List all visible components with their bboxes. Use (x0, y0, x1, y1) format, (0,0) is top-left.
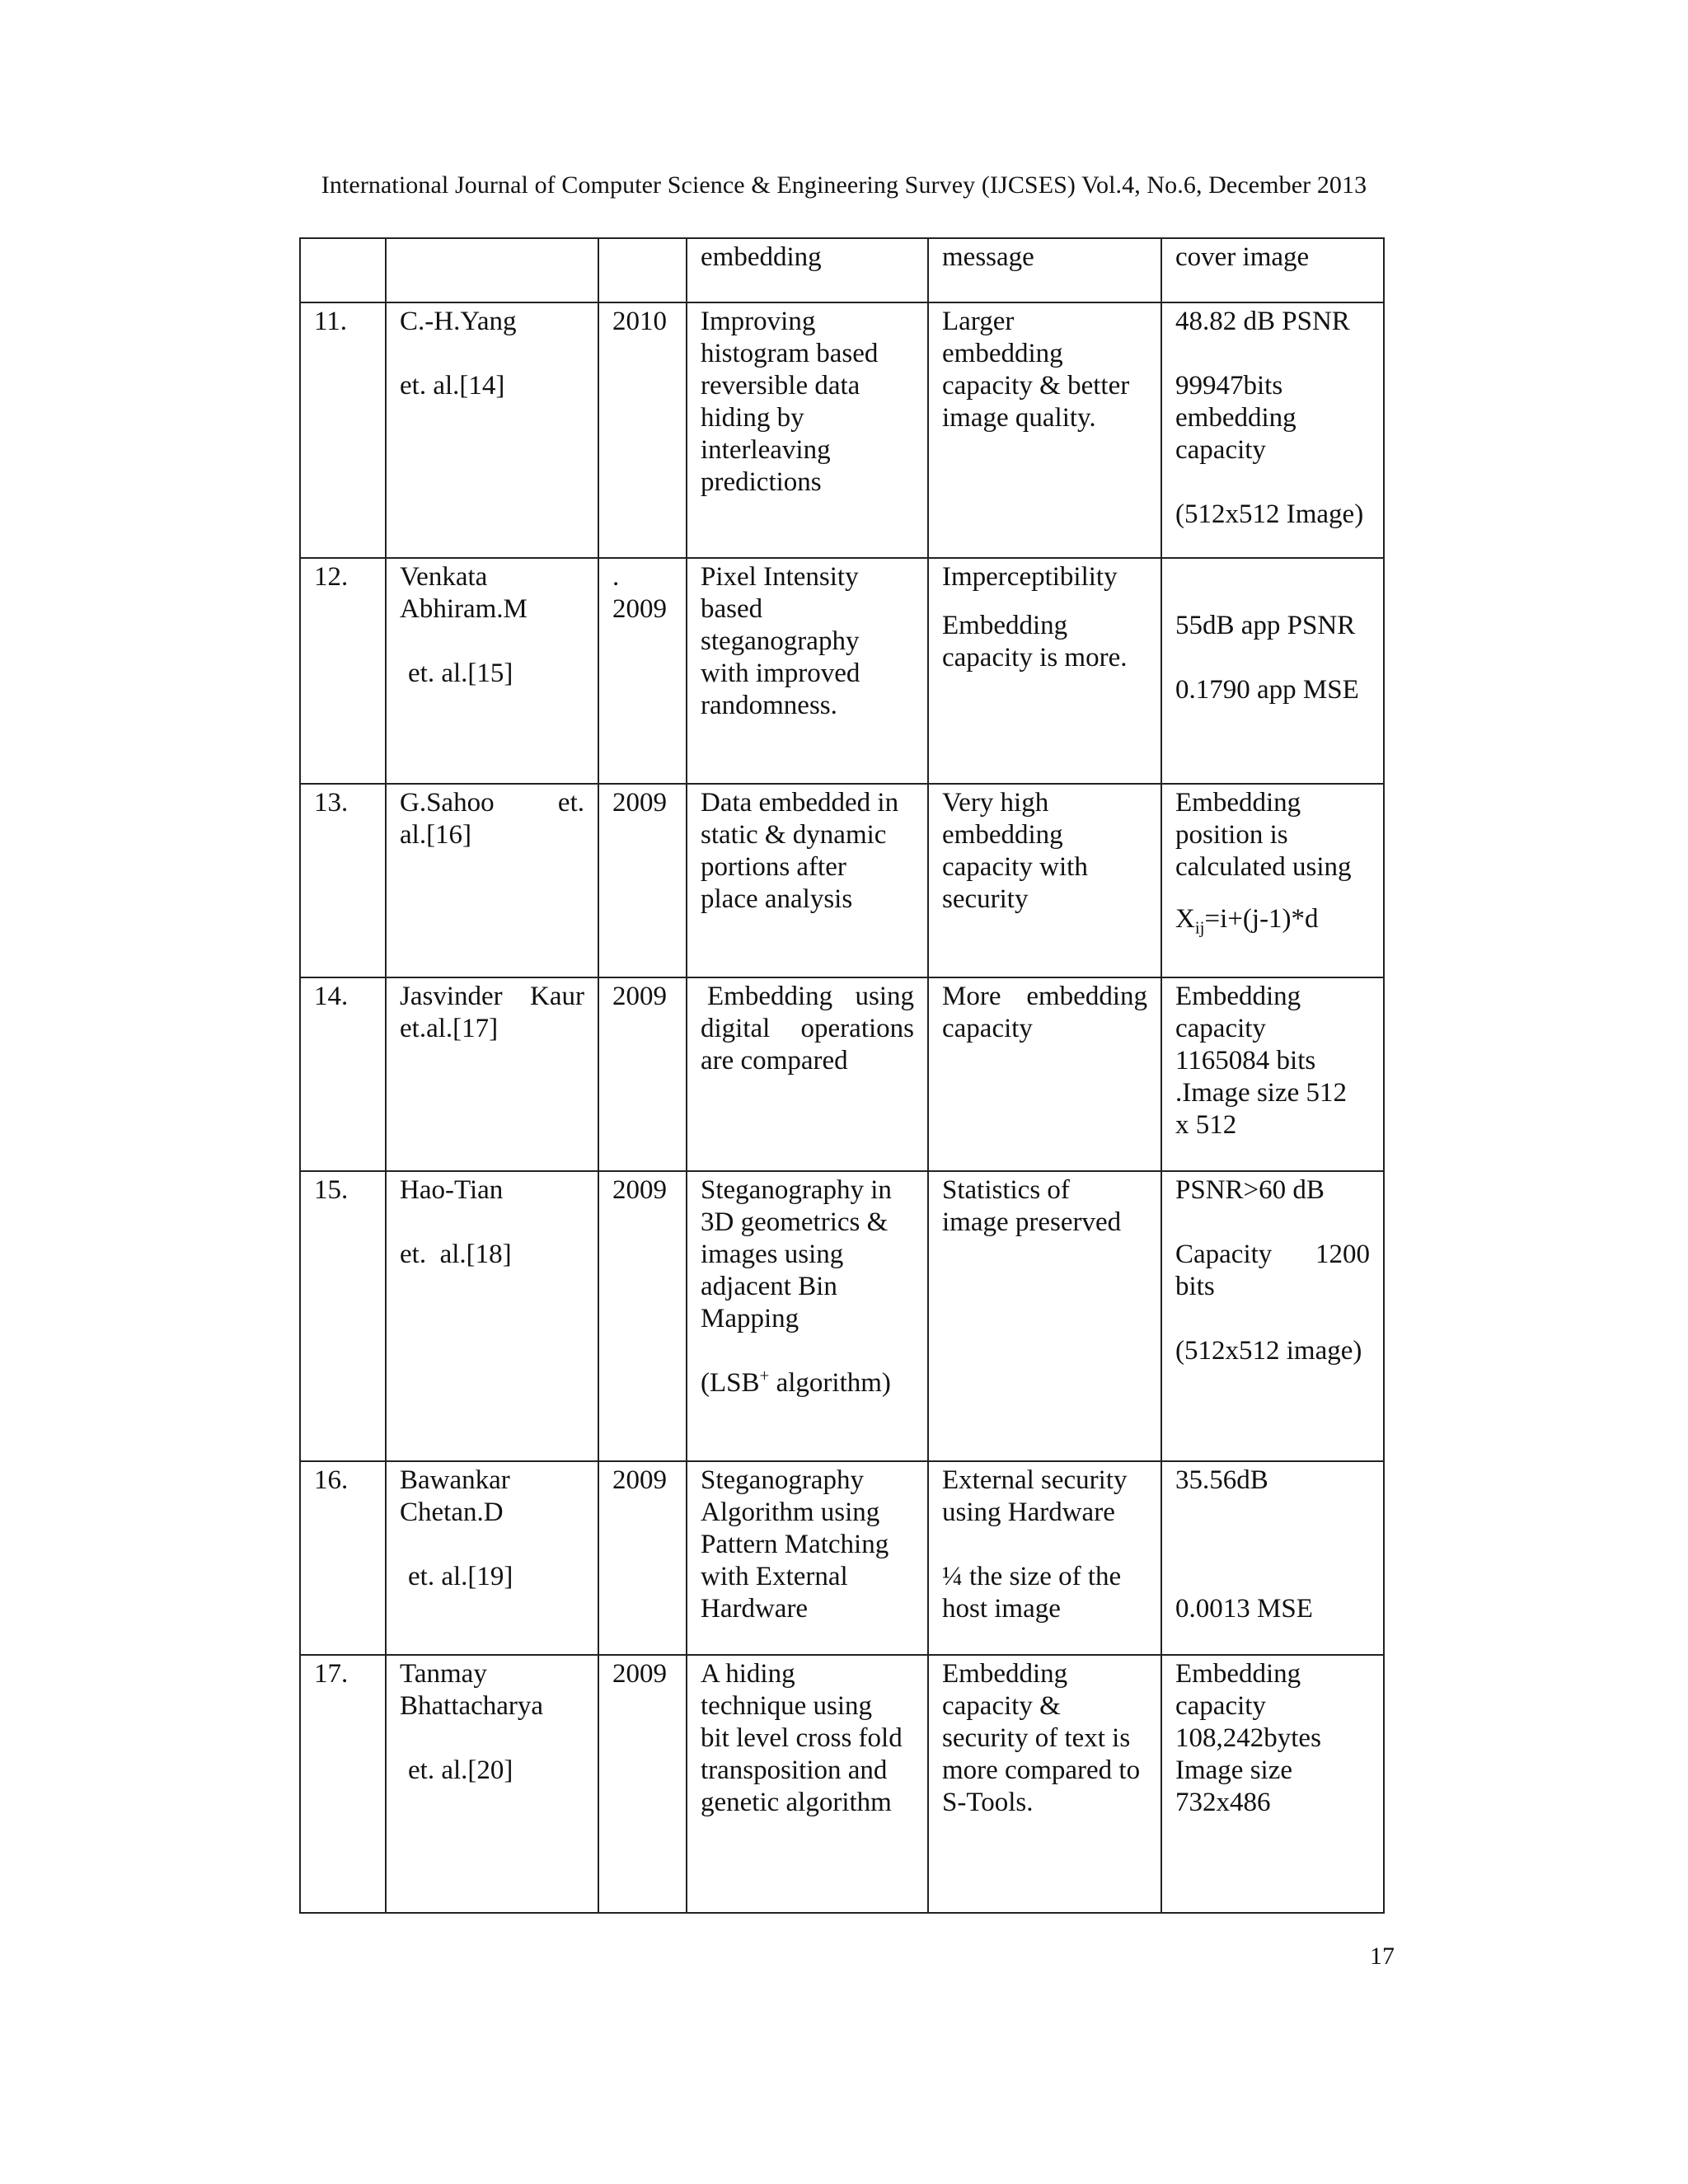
cell-technique (687, 558, 928, 784)
line: histogram based (701, 339, 879, 368)
cell-technique (687, 1655, 928, 1913)
cell-results (1161, 977, 1384, 1171)
author-name: Hao-Tian (400, 1175, 504, 1205)
cell-features (928, 558, 1161, 784)
cell-num: 11. (300, 302, 386, 558)
cell-num: 12. (300, 558, 386, 784)
line: 0.0013 MSE (1175, 1594, 1313, 1624)
cell-num: 13. (300, 784, 386, 977)
cell-features (928, 1461, 1161, 1655)
line: Algorithm using (701, 1497, 880, 1527)
author-ref: et. al.[20] (408, 1755, 513, 1785)
author-name: G.Sahoo (400, 788, 495, 818)
author-ref: et. al.[14] (400, 371, 505, 401)
cell-results (1161, 238, 1384, 302)
cell-results (1161, 1461, 1384, 1655)
line: S-Tools. (942, 1788, 1034, 1817)
table-row (300, 558, 1384, 784)
author-name: Kaur (530, 982, 584, 1011)
line: Steganography (701, 1465, 864, 1495)
cell-year (598, 238, 687, 302)
line: 35.56dB (1175, 1465, 1268, 1495)
cell-author (386, 1171, 598, 1461)
line: Embedding (1175, 788, 1301, 818)
cell-results (1161, 1655, 1384, 1913)
cell-num: 15. (300, 1171, 386, 1461)
word: operations (800, 1014, 914, 1043)
line: bit level cross fold (701, 1723, 903, 1753)
line: 48.82 dB PSNR (1175, 307, 1350, 336)
author-ref: et.al.[17] (400, 1014, 499, 1043)
line: Statistics of (942, 1175, 1070, 1205)
line: embedding (942, 339, 1063, 368)
algorithm-note (701, 1367, 914, 1399)
line: 732x486 (1175, 1788, 1271, 1817)
table-row (300, 977, 1384, 1171)
cell-technique (687, 784, 928, 977)
cell-num (300, 238, 386, 302)
line: portions after (701, 852, 846, 882)
line: capacity with (942, 852, 1088, 882)
line: transposition and (701, 1755, 888, 1785)
author-ref: et. al.[19] (408, 1562, 513, 1591)
line: image quality. (942, 403, 1096, 433)
line: images using (701, 1240, 844, 1269)
line: randomness. (701, 691, 837, 720)
line: place analysis (701, 884, 853, 914)
line: bits (1175, 1272, 1215, 1301)
author-suffix: et. (557, 788, 584, 818)
line: Mapping (701, 1304, 799, 1333)
line: capacity is more. (942, 643, 1128, 673)
line: capacity (1175, 1691, 1266, 1721)
line: Embedding (942, 611, 1068, 640)
page-number: 17 (1370, 1943, 1395, 1970)
formula-base: X (1175, 904, 1195, 934)
line: capacity & (942, 1691, 1061, 1721)
line: Steganography in (701, 1175, 892, 1205)
line: Image size (1175, 1755, 1293, 1785)
author-name: Tanmay (400, 1659, 487, 1689)
line: 0.1790 app MSE (1175, 675, 1359, 705)
cell-num: 14. (300, 977, 386, 1171)
cell-author (386, 558, 598, 784)
line: x 512 (1175, 1110, 1237, 1140)
line: Very high (942, 788, 1049, 818)
author-ref: et. al.[18] (400, 1240, 512, 1269)
line: (512x512 Image) (1175, 499, 1364, 529)
year: 2009 (612, 594, 667, 624)
cell-author (386, 302, 598, 558)
line: 99947bits (1175, 371, 1283, 401)
cell-results (1161, 1171, 1384, 1461)
line: Embedding (1175, 1659, 1301, 1689)
author-name: Bhattacharya (400, 1691, 544, 1721)
line: External security (942, 1465, 1128, 1495)
word: 1200 (1315, 1240, 1370, 1269)
line: Embedding (1175, 982, 1301, 1011)
line: Imperceptibility (942, 562, 1118, 592)
cell-features (928, 1171, 1161, 1461)
line: reversible data (701, 371, 860, 401)
cell-technique (687, 238, 928, 302)
author-name: Bawankar (400, 1465, 510, 1495)
line: predictions (701, 467, 822, 497)
author-ref: et. al.[15] (408, 658, 513, 688)
author-line (400, 787, 584, 819)
note-sup: + (759, 1366, 770, 1385)
author-line (400, 981, 584, 1013)
line (701, 981, 914, 1013)
line: Data embedded in (701, 788, 899, 818)
word: More (942, 982, 1001, 1011)
line (1175, 1239, 1370, 1271)
line: Pixel Intensity (701, 562, 859, 592)
table-row (300, 238, 1384, 302)
cell-year: 2009 (598, 1655, 687, 1913)
cell-year: 2010 (598, 302, 687, 558)
line: ¼ the size of the (942, 1562, 1122, 1591)
line: (512x512 image) (1175, 1336, 1362, 1366)
cell-year (598, 558, 687, 784)
cell-results (1161, 784, 1384, 977)
line: image preserved (942, 1207, 1122, 1237)
note-pre: (LSB (701, 1368, 760, 1398)
cell-features (928, 784, 1161, 977)
author-name: Abhiram.M (400, 594, 528, 624)
word: Embedding (707, 982, 833, 1011)
cell-technique (687, 1461, 928, 1655)
line: Larger (942, 307, 1015, 336)
line: interleaving (701, 435, 831, 465)
line: Embedding (942, 1659, 1068, 1689)
cell-author (386, 784, 598, 977)
author-name: Venkata (400, 562, 488, 592)
word: embedding (1026, 982, 1147, 1011)
author-name: Chetan.D (400, 1497, 504, 1527)
cell-num: 17. (300, 1655, 386, 1913)
word: digital (701, 1014, 771, 1043)
author-ref: al.[16] (400, 820, 472, 850)
table-row (300, 784, 1384, 977)
cell-author (386, 238, 598, 302)
line: technique using (701, 1691, 873, 1721)
cell-technique (687, 1171, 928, 1461)
line: based (701, 594, 763, 624)
line: adjacent Bin (701, 1272, 837, 1301)
line: capacity (1175, 1014, 1266, 1043)
line: capacity & better (942, 371, 1130, 401)
line: embedding (1175, 403, 1296, 433)
line: with improved (701, 658, 860, 688)
author-name: Jasvinder (400, 982, 503, 1011)
cell-features (928, 302, 1161, 558)
line: calculated using (1175, 852, 1352, 882)
line: security of text is (942, 1723, 1131, 1753)
line: steganography (701, 626, 860, 656)
cell-results (1161, 558, 1384, 784)
line: 108,242bytes (1175, 1723, 1321, 1753)
line: more compared to (942, 1755, 1141, 1785)
cell-author (386, 1655, 598, 1913)
cell-num: 16. (300, 1461, 386, 1655)
cell-technique (687, 977, 928, 1171)
cell-year: 2009 (598, 784, 687, 977)
line: hiding by (701, 403, 804, 433)
cell-text: cover image (1175, 242, 1310, 272)
cell-author (386, 977, 598, 1171)
word: using (855, 982, 914, 1011)
line (942, 981, 1147, 1013)
cell-features (928, 238, 1161, 302)
table-row (300, 302, 1384, 558)
table-row (300, 1461, 1384, 1655)
note-post: algorithm) (769, 1368, 891, 1398)
journal-header: International Journal of Computer Science & Engineering Survey (IJCSES) Vol.4, No.6, December 2013 (321, 171, 1367, 199)
line: are compared (701, 1046, 848, 1076)
cell-year: 2009 (598, 1171, 687, 1461)
cell-text: embedding (701, 242, 822, 272)
formula-rest: =i+(j-1)*d (1204, 904, 1319, 934)
line: capacity (942, 1014, 1033, 1043)
cell-year: 2009 (598, 977, 687, 1171)
survey-table (299, 237, 1385, 1914)
line: .Image size 512 (1175, 1078, 1348, 1108)
formula-subscript: ij (1194, 917, 1205, 938)
word: Capacity (1175, 1240, 1273, 1269)
line: genetic algorithm (701, 1788, 892, 1817)
line: Pattern Matching (701, 1530, 889, 1559)
line: A hiding (701, 1659, 795, 1689)
cell-text: message (942, 242, 1034, 272)
cell-features (928, 1655, 1161, 1913)
cell-technique (687, 302, 928, 558)
table-row (300, 1655, 1384, 1913)
line: security (942, 884, 1029, 914)
line: 3D geometrics & (701, 1207, 889, 1237)
line (701, 1013, 914, 1045)
cell-features (928, 977, 1161, 1171)
author-name: C.-H.Yang (400, 307, 517, 336)
cell-results (1161, 302, 1384, 558)
formula (1175, 903, 1370, 938)
line: embedding (942, 820, 1063, 850)
line: 55dB app PSNR (1175, 611, 1356, 640)
table-row (300, 1171, 1384, 1461)
line: 1165084 bits (1175, 1046, 1316, 1076)
line: static & dynamic (701, 820, 887, 850)
line: position is (1175, 820, 1288, 850)
line: Hardware (701, 1594, 809, 1624)
line: host image (942, 1594, 1061, 1624)
year-prefix: . (612, 562, 620, 592)
line: using Hardware (942, 1497, 1115, 1527)
cell-author (386, 1461, 598, 1655)
cell-year: 2009 (598, 1461, 687, 1655)
line: with External (701, 1562, 848, 1591)
line: PSNR>60 dB (1175, 1175, 1325, 1205)
line: Improving (701, 307, 816, 336)
line: capacity (1175, 435, 1266, 465)
